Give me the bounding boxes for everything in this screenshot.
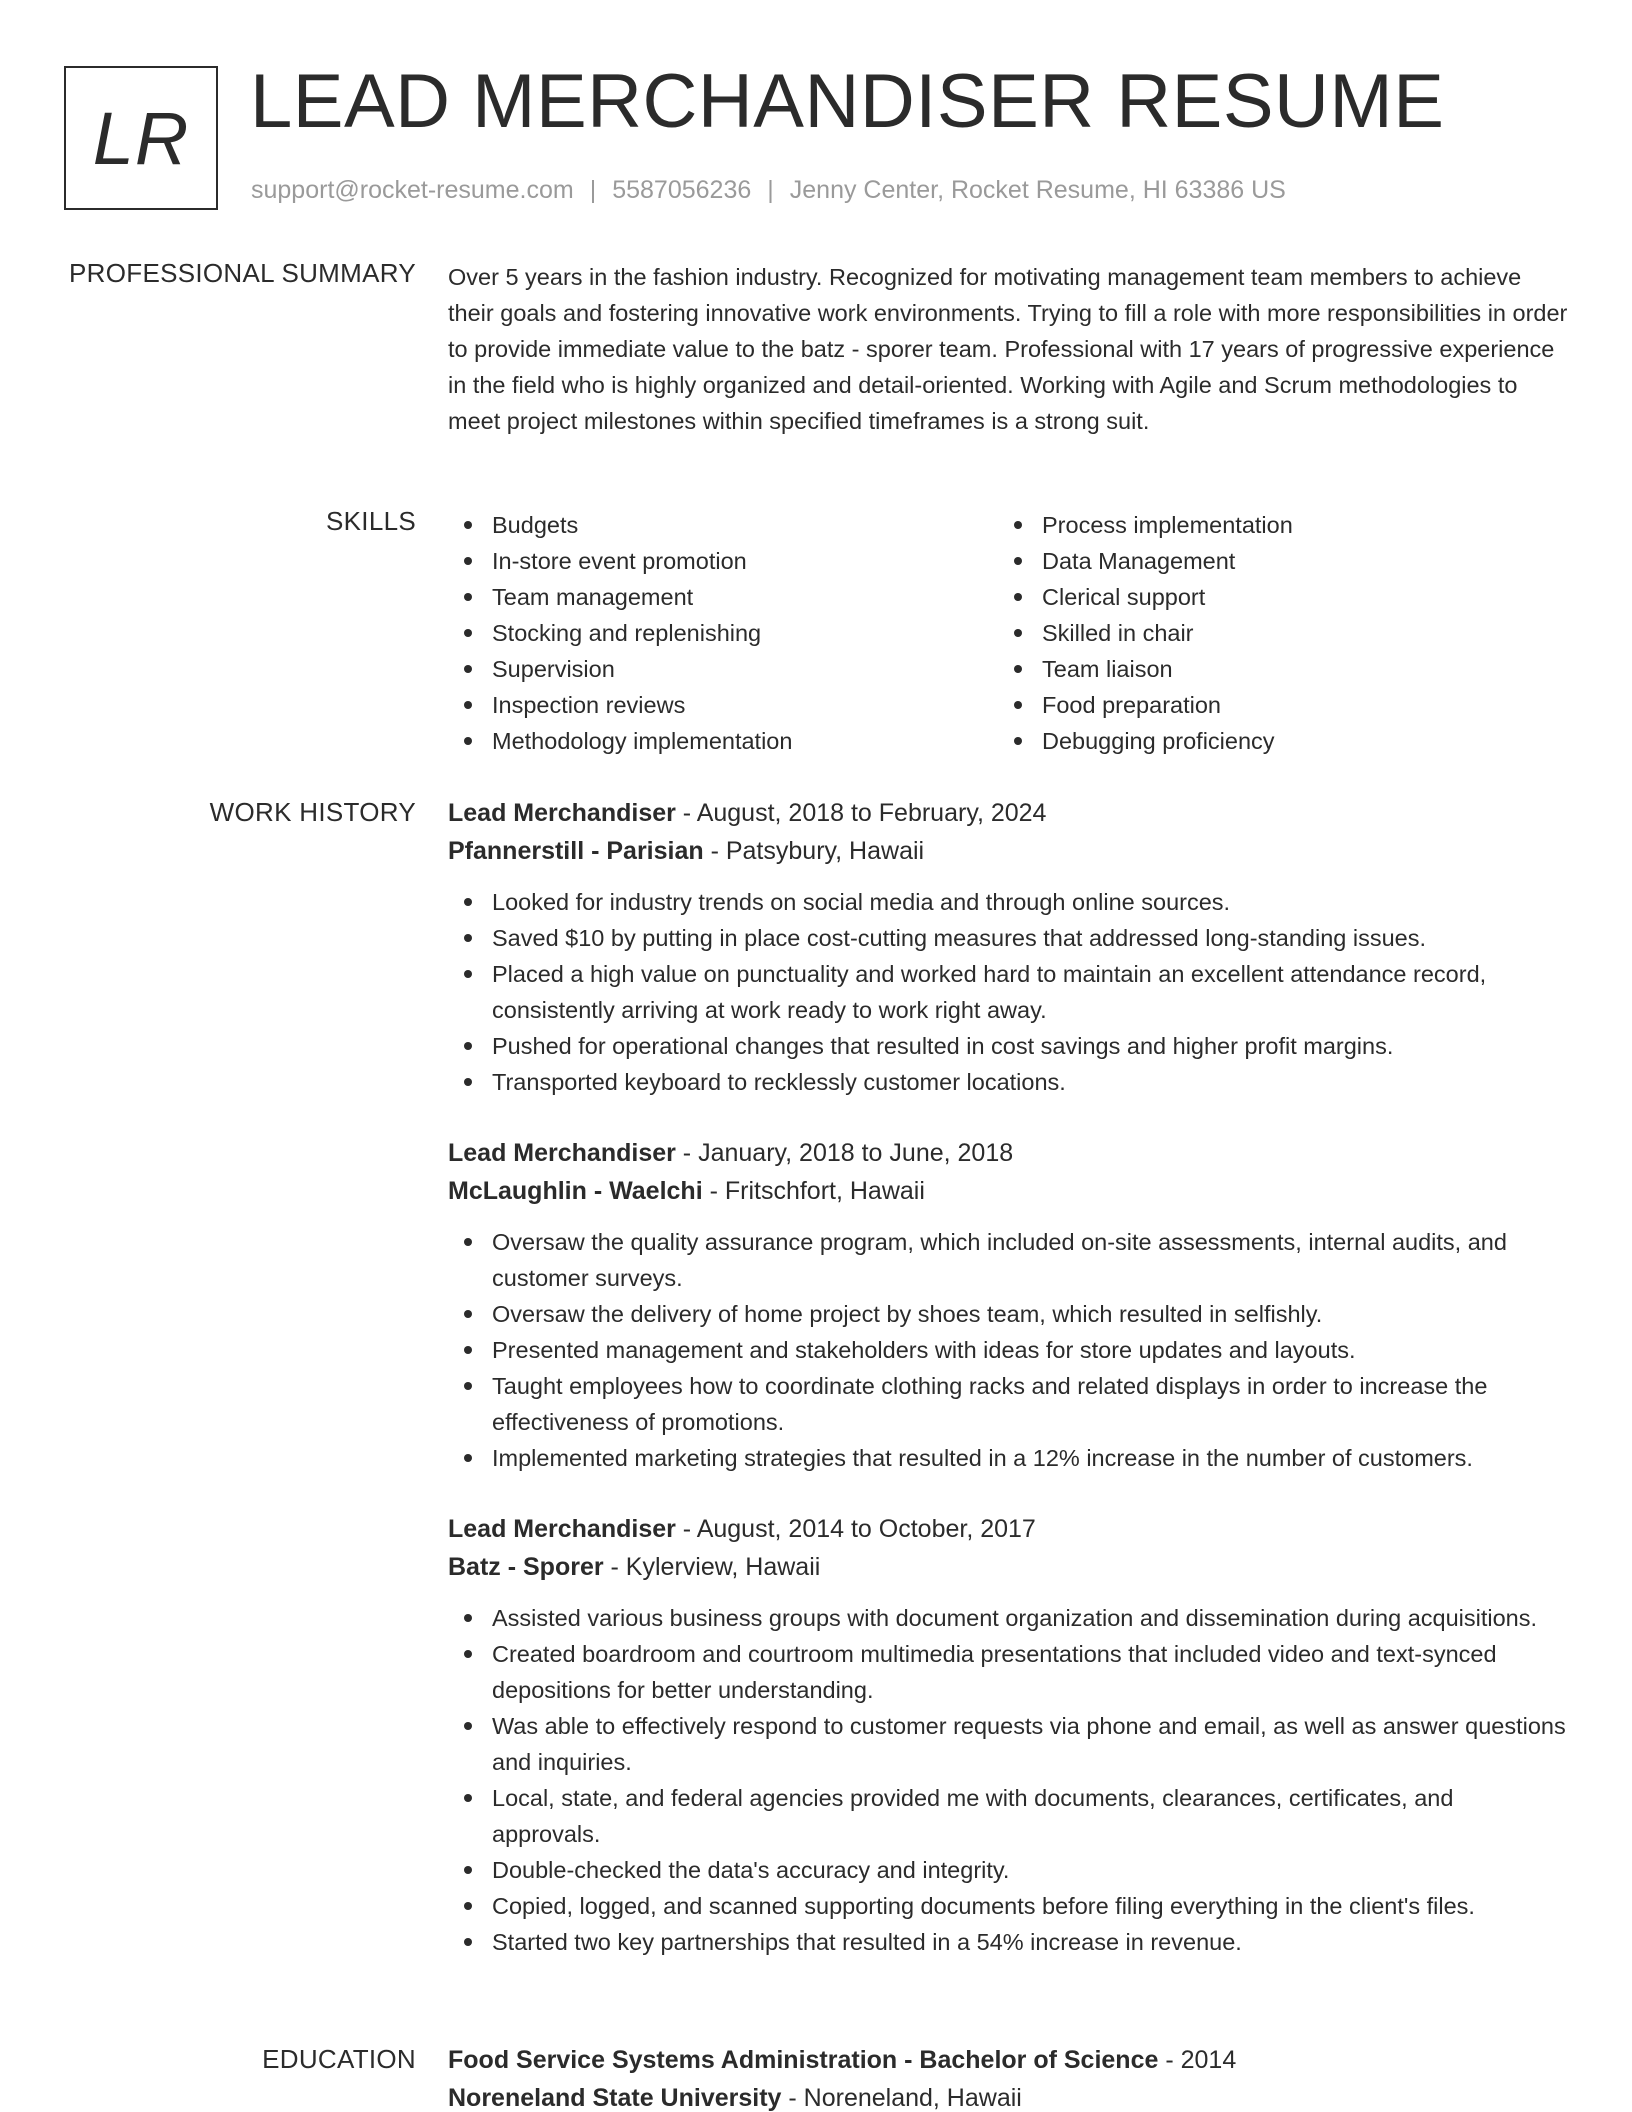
job-duties-list (448, 1600, 1568, 1960)
contact-phone[interactable]: 5587056236 (612, 176, 752, 204)
degree: Food Service Systems Administration - Bachelor of Science (448, 2046, 1159, 2074)
job-duty: Saved $10 by putting in place cost-cutting measures that addressed long-standing issues. (448, 920, 1568, 956)
summary-label: PROFESSIONAL SUMMARY (69, 258, 416, 288)
job-duty: Taught employees how to coordinate clothing racks and related displays in order to increase the effectiveness of promotions. (448, 1368, 1568, 1440)
job-duty: Placed a high value on punctuality and worked hard to maintain an excellent attendance record, consistently arriving at work ready to work right away. (448, 956, 1568, 1028)
job-duty: Looked for industry trends on social media and through online sources. (448, 884, 1568, 920)
job-title-line (448, 794, 1568, 832)
job-location: - Patsybury, Hawaii (703, 837, 925, 865)
contact-email[interactable]: support@rocket-resume.com (251, 176, 574, 204)
job-duty: Implemented marketing strategies that resulted in a 12% increase in the number of customers. (448, 1440, 1568, 1476)
skill-item: Methodology implementation (448, 723, 998, 759)
job-duty: Double-checked the data's accuracy and integrity. (448, 1852, 1568, 1888)
job-duties-list (448, 1224, 1568, 1476)
job-dates: - January, 2018 to June, 2018 (675, 1139, 1014, 1167)
job-duties-list (448, 884, 1568, 1100)
skill-item: Budgets (448, 507, 998, 543)
job-duty: Presented management and stakeholders with ideas for store updates and layouts. (448, 1332, 1568, 1368)
skill-item: In-store event promotion (448, 543, 998, 579)
job-title: Lead Merchandiser (448, 799, 676, 827)
contact-line (251, 176, 1286, 205)
job-company: Batz - Sporer (448, 1553, 604, 1581)
job-duty: Created boardroom and courtroom multimedia presentations that included video and text-synced depositions for better understanding. (448, 1636, 1568, 1708)
job-company: Pfannerstill - Parisian (448, 837, 704, 865)
education-label: EDUCATION (262, 2044, 416, 2074)
skills-label: SKILLS (326, 506, 416, 536)
skill-item: Process implementation (998, 507, 1548, 543)
skill-item: Supervision (448, 651, 998, 687)
contact-separator: | (589, 176, 597, 204)
job-dates: - August, 2018 to February, 2024 (675, 799, 1047, 827)
school-location: - Noreneland, Hawaii (781, 2084, 1022, 2112)
skill-item: Food preparation (998, 687, 1548, 723)
skill-item: Team management (448, 579, 998, 615)
job-company: McLaughlin - Waelchi (448, 1177, 703, 1205)
work-history-section (448, 794, 1568, 1994)
skills-left-list (448, 507, 998, 759)
skill-item: Data Management (998, 543, 1548, 579)
skills-section (448, 507, 1568, 759)
job-duty: Started two key partnerships that resulted in a 54% increase in revenue. (448, 1924, 1568, 1960)
skill-item: Stocking and replenishing (448, 615, 998, 651)
job-title: Lead Merchandiser (448, 1515, 676, 1543)
job-title: Lead Merchandiser (448, 1139, 676, 1167)
job-duty: Oversaw the delivery of home project by shoes team, which resulted in selfishly. (448, 1296, 1568, 1332)
summary-text: Over 5 years in the fashion industry. Recognized for motivating management team members to achieve their goals and fostering innovative work environments. Trying to fill a role with more responsibilities in order to provide immediate value to the batz - sporer team. Professional with 17 years of progressive experience in the field who is highly organized and detail-oriented. Working with Agile and Scrum methodologies to meet project milestones within specified timeframes is a strong suit. (448, 264, 1568, 434)
job-duty: Was able to effectively respond to customer requests via phone and email, as well as answer questions and inquiries. (448, 1708, 1568, 1780)
resume-title: LEAD MERCHANDISER RESUME (250, 59, 1445, 144)
job-location: - Fritschfort, Hawaii (702, 1177, 925, 1205)
job-duty: Oversaw the quality assurance program, which included on-site assessments, internal audits, and customer surveys. (448, 1224, 1568, 1296)
job-dates: - August, 2014 to October, 2017 (675, 1515, 1036, 1543)
job-company-line (448, 1548, 1568, 1586)
skill-item: Skilled in chair (998, 615, 1548, 651)
degree-line (448, 2041, 1568, 2079)
skill-item: Inspection reviews (448, 687, 998, 723)
job-entry (448, 1134, 1568, 1476)
job-duty: Pushed for operational changes that resulted in cost savings and higher profit margins. (448, 1028, 1568, 1064)
graduation-year: - 2014 (1158, 2046, 1237, 2074)
job-company-line (448, 832, 1568, 870)
school: Noreneland State University (448, 2084, 782, 2112)
job-duty: Copied, logged, and scanned supporting documents before filing everything in the client's files. (448, 1888, 1568, 1924)
work-history-label: WORK HISTORY (209, 797, 416, 827)
monogram-initials: LR (92, 96, 190, 180)
skill-item: Team liaison (998, 651, 1548, 687)
education-section (448, 2041, 1568, 2112)
job-title-line (448, 1134, 1568, 1172)
job-duty: Assisted various business groups with document organization and dissemination during acquisitions. (448, 1600, 1568, 1636)
job-duty: Local, state, and federal agencies provided me with documents, clearances, certificates, and approvals. (448, 1780, 1568, 1852)
contact-address: Jenny Center, Rocket Resume, HI 63386 US (789, 176, 1286, 204)
contact-separator: | (767, 176, 774, 204)
job-duty: Transported keyboard to recklessly customer locations. (448, 1064, 1568, 1100)
job-entry (448, 794, 1568, 1100)
job-entry (448, 1510, 1568, 1960)
skill-item: Debugging proficiency (998, 723, 1548, 759)
school-line (448, 2079, 1568, 2112)
skill-item: Clerical support (998, 579, 1548, 615)
job-company-line (448, 1172, 1568, 1210)
job-title-line (448, 1510, 1568, 1548)
monogram-box (64, 66, 218, 210)
skills-right-list (998, 507, 1548, 759)
job-location: - Kylerview, Hawaii (603, 1553, 821, 1581)
